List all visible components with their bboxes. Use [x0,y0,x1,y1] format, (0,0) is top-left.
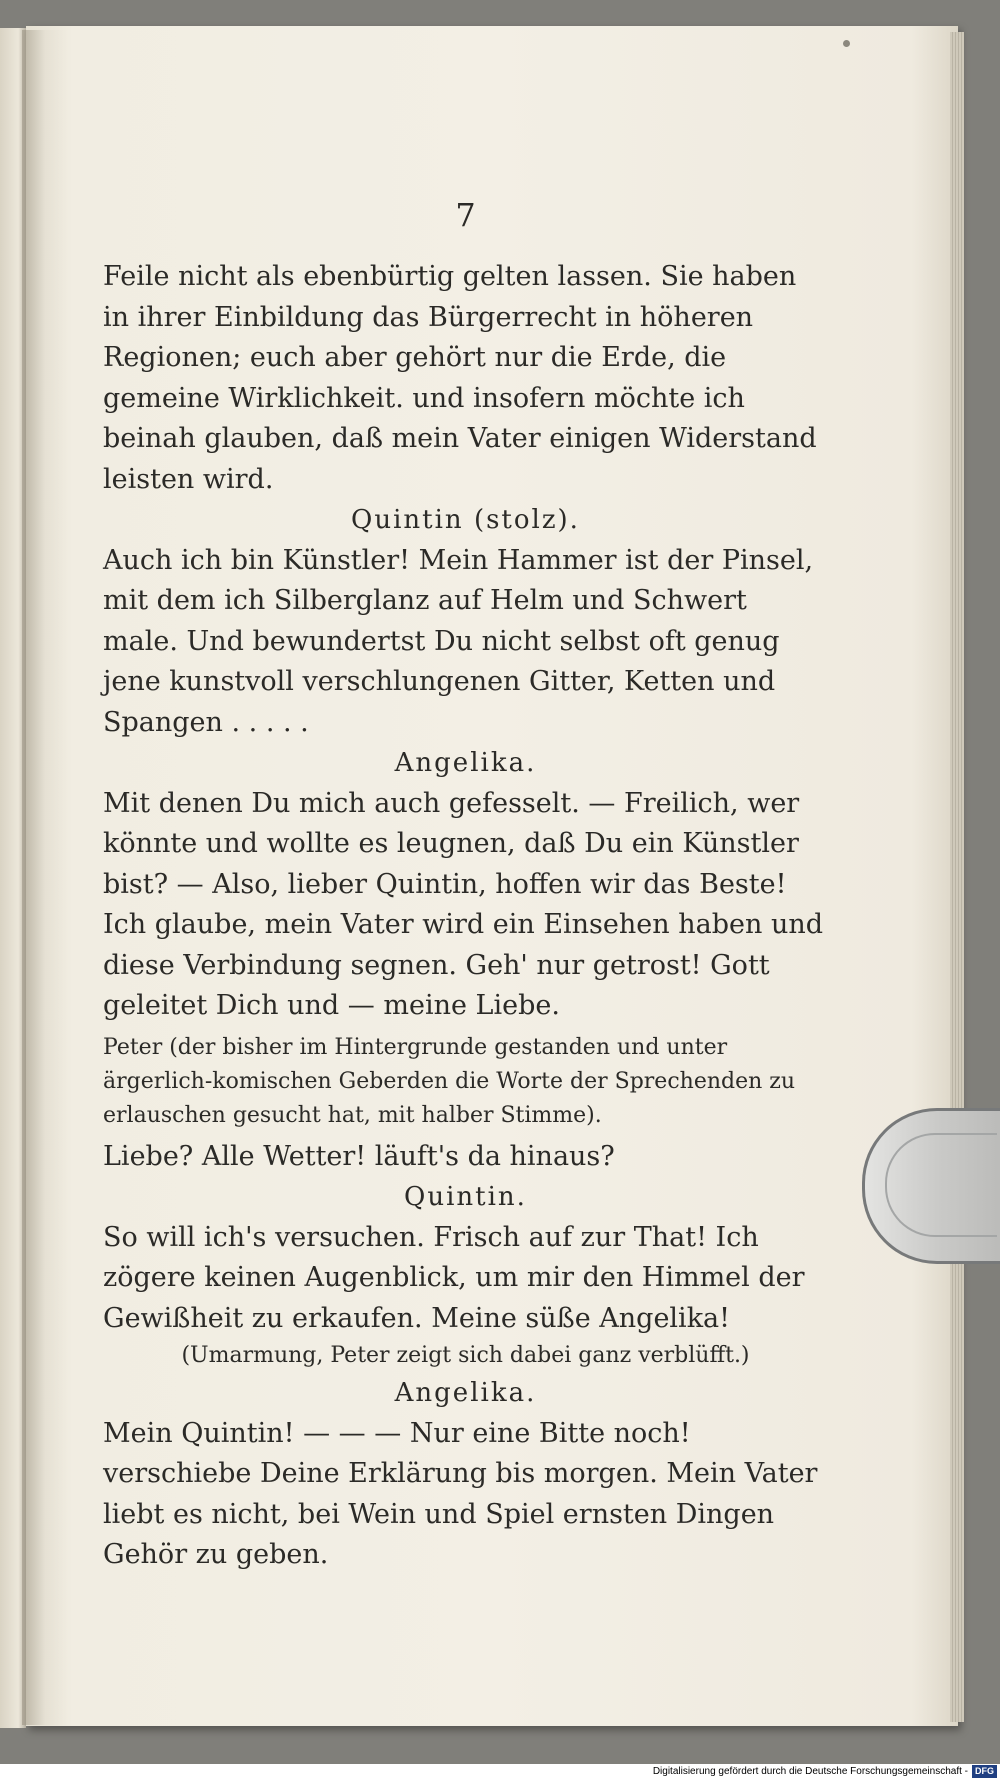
paragraph: So will ich's versuchen. Frisch auf zur That! Ich zögere keinen Augenblick, um mir den Himmel der Gewißheit zu erkaufen. Meine süße Angelika! [103,1221,805,1334]
paragraph: Auch ich bin Künstler! Mein Hammer ist der Pinsel, mit dem ich Silberglanz auf Helm und Schwert male. Und bewundertst Du nicht selbst oft genug jene kunstvoll verschlungenen Gitter, Ketten und Spangen . . . . . [103,544,814,738]
speaker-label: Angelika. [394,1378,537,1408]
page-turn-tab[interactable] [862,1108,1000,1264]
paragraph: Mein Quintin! — — — Nur eine Bitte noch! verschiebe Deine Erklärung bis morgen. Mein Vater liebt es nicht, bei Wein und Spiel ernsten Dingen Gehör zu geben. [103,1417,818,1570]
footer-bar [0,1764,1000,1779]
paragraph: Mit denen Du mich auch gefesselt. — Freilich, wer könnte und wollte es leugnen, daß Du ein Künstler bist? — Also, lieber Quintin, hoffen wir das Beste! Ich glaube, mein Vater wird ein Einsehen haben und diese Verbindung segnen. Geh' nur getrost! Gott geleitet Dich und — meine Liebe. [103,787,824,1021]
paragraph: Liebe? Alle Wetter! läuft's da hinaus? [103,1140,615,1172]
speaker-label: Quintin (stolz). [351,505,580,535]
paragraph: Feile nicht als ebenbürtig gelten lassen. Sie haben in ihrer Einbildung das Bürgerrecht in höheren Regionen; euch aber gehört nur die Erde, die gemeine Wirklichkeit. und insofern möchte ich beinah glauben, daß mein Vater einigen Widerstand leisten wird. [103,261,817,495]
speaker-label: Quintin. [404,1182,527,1212]
page-stack-edge [950,32,964,1722]
paper-spot [843,40,850,47]
dfg-logo: DFG [972,1765,997,1778]
stage-direction: Peter (der bisher im Hintergrunde gestanden und unter ärgerlich-komischen Geberden die Worte der Sprechenden zu erlauschen gesucht hat, mit halber Stimme). [103,1034,796,1128]
speaker-label: Angelika. [394,748,537,778]
stage-direction: (Umarmung, Peter zeigt sich dabei ganz verblüfft.) [181,1343,750,1368]
page-gutter-shadow [22,30,68,1725]
page-number: 7 [455,196,476,234]
funding-note: Digitalisierung gefördert durch die Deutsche Forschungsgemeinschaft - [652,1766,968,1777]
page-turn-tab-inner [885,1133,997,1237]
page-text [103,195,828,1576]
